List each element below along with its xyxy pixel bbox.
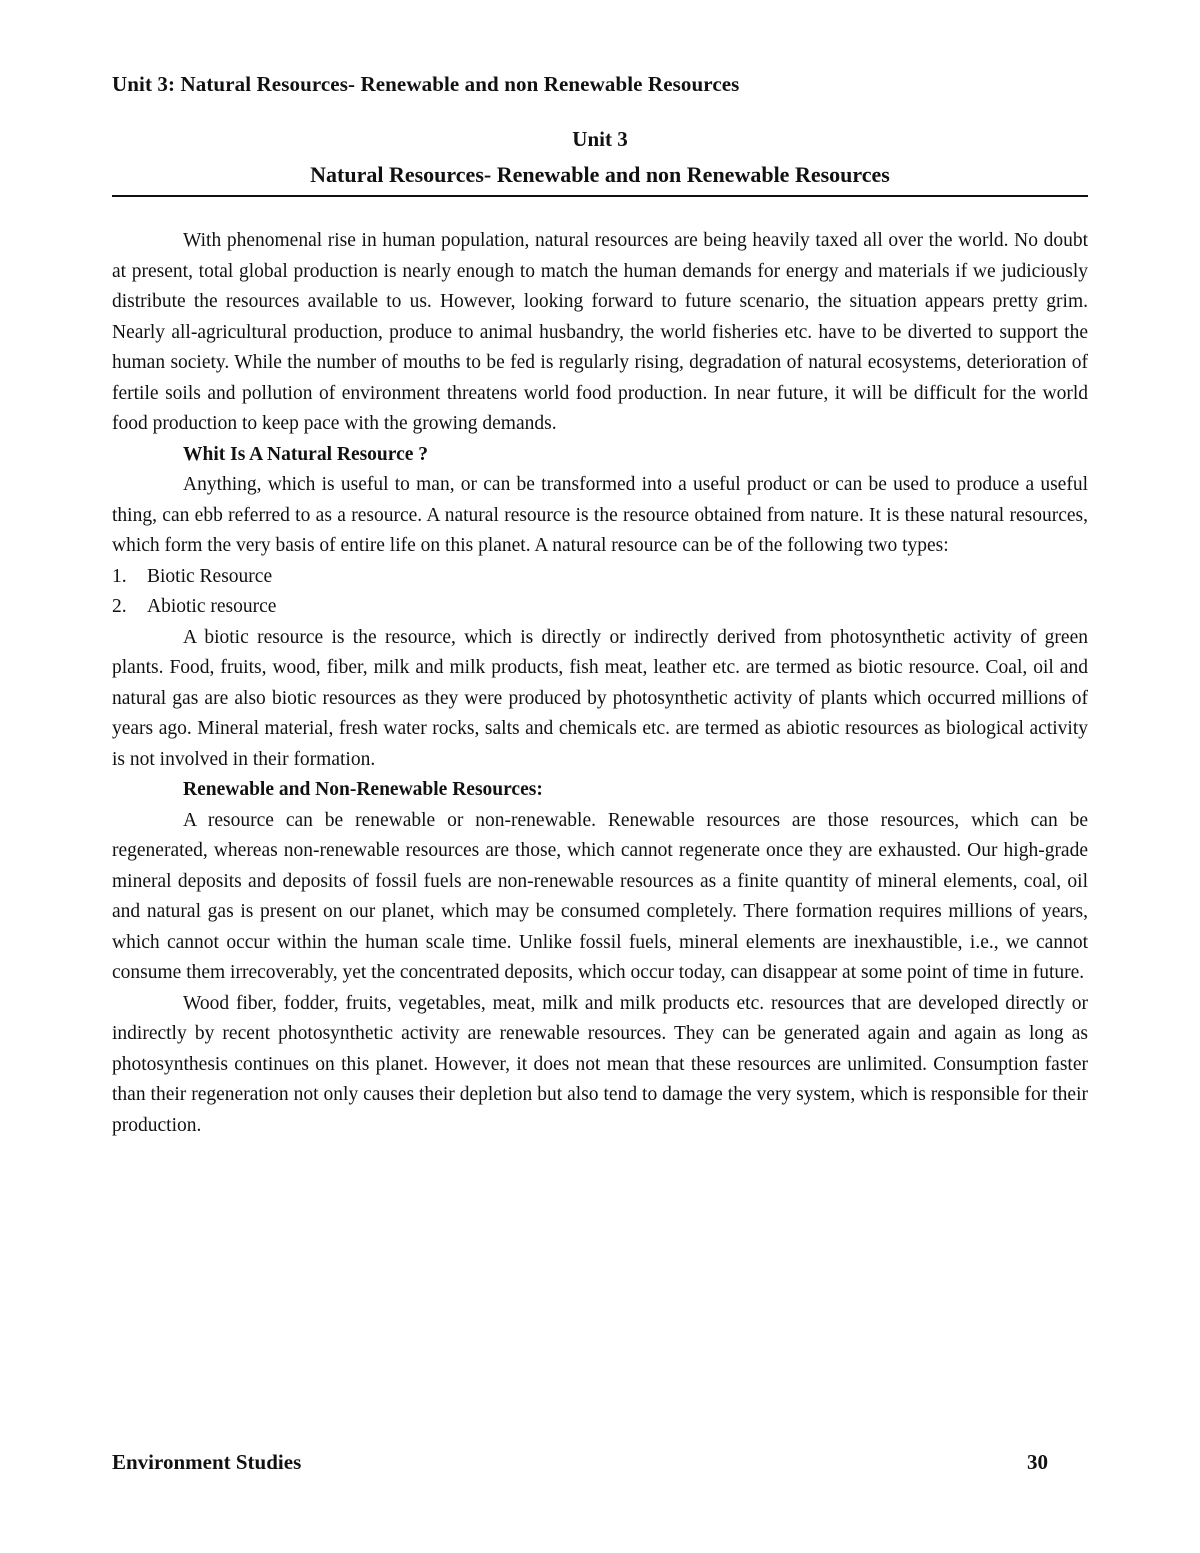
unit-number-title: Unit 3	[572, 127, 628, 151]
intro-paragraph: With phenomenal rise in human population, natural resources are being heavily taxed all over the world. No doubt at present, total global production is nearly enough to match the human demands for energy and materials if we judiciously distribute the resources available to us. However, looking forward to future scenario, the situation appears pretty grim. Nearly all-agricultural production, produce to animal husbandry, the world fisheries etc. have to be diverted to support the human society. While the number of mouths to be fed is regularly rising, degradation of natural ecosystems, deterioration of fertile soils and pollution of environment threatens world food production. In near future, it will be difficult for the world food production to keep pace with the growing demands.	[112, 230, 1088, 434]
body-text	[112, 226, 1088, 1141]
list-item-text: Abiotic resource	[147, 596, 277, 617]
biotic-resource-paragraph: A biotic resource is the resource, which is directly or indirectly derived from photosynthetic activity of green plants. Food, fruits, wood, fiber, milk and milk products, fish meat, leather etc. are termed as biotic resource. Coal, oil and natural gas are also biotic resources as they were produced by photosynthetic activity of plants which occurred millions of years ago. Mineral material, fresh water rocks, salts and chemicals etc. are termed as abiotic resources as biological activity is not involved in their formation.	[112, 626, 1088, 770]
list-item-number: 2.	[112, 596, 127, 617]
page-number: 30	[1027, 1450, 1048, 1474]
running-header: Unit 3: Natural Resources- Renewable and non Renewable Resources	[112, 72, 740, 96]
section-heading-natural-resource: Whit Is A Natural Resource ?	[183, 443, 429, 465]
renewable-paragraph-1: A resource can be renewable or non-renewable. Renewable resources are those resources, which can be regenerated, whereas non-renewable resources are those, which cannot regenerate once they are exhausted. Our high-grade mineral deposits and deposits of fossil fuels are non-renewable resources as a finite quantity of mineral elements, coal, oil and natural gas is present on our planet, which may be consumed completely. There formation requires millions of years, which cannot occur within the human scale time. Unlike fossil fuels, mineral elements are inexhaustible, i.e., we cannot consume them irrecoverably, yet the concentrated deposits, which occur today, can disappear at some point of time in future.	[112, 809, 1088, 983]
list-item	[112, 562, 1088, 593]
title-block	[112, 124, 1088, 192]
list-item-number: 1.	[112, 565, 127, 587]
renewable-paragraph-2: Wood fiber, fodder, fruits, vegetables, meat, milk and milk products etc. resources that are developed directly or indirectly by recent photosynthetic activity are renewable resources. They can be generated again and again as long as photosynthesis continues on this planet. However, it does not mean that these resources are unlimited. Consumption faster than their regeneration not only causes their depletion but also tend to damage the very system, which is responsible for their production.	[112, 992, 1088, 1136]
title-divider	[112, 195, 1088, 197]
list-item	[112, 592, 1088, 623]
unit-main-title: Natural Resources- Renewable and non Renewable Resources	[310, 162, 890, 187]
natural-resource-paragraph: Anything, which is useful to man, or can be transformed into a useful product or can be used to produce a useful thing, can ebb referred to as a resource. A natural resource is the resource obtained from nature. It is these natural resources, which form the very basis of entire life on this planet. A natural resource can be of the following two types:	[112, 474, 1088, 556]
footer-course-title: Environment Studies	[112, 1450, 302, 1474]
document-page	[112, 0, 1088, 1553]
section-heading-renewable: Renewable and Non-Renewable Resources:	[183, 779, 543, 800]
list-item-text: Biotic Resource	[147, 565, 273, 587]
resource-types-list	[112, 562, 1088, 623]
